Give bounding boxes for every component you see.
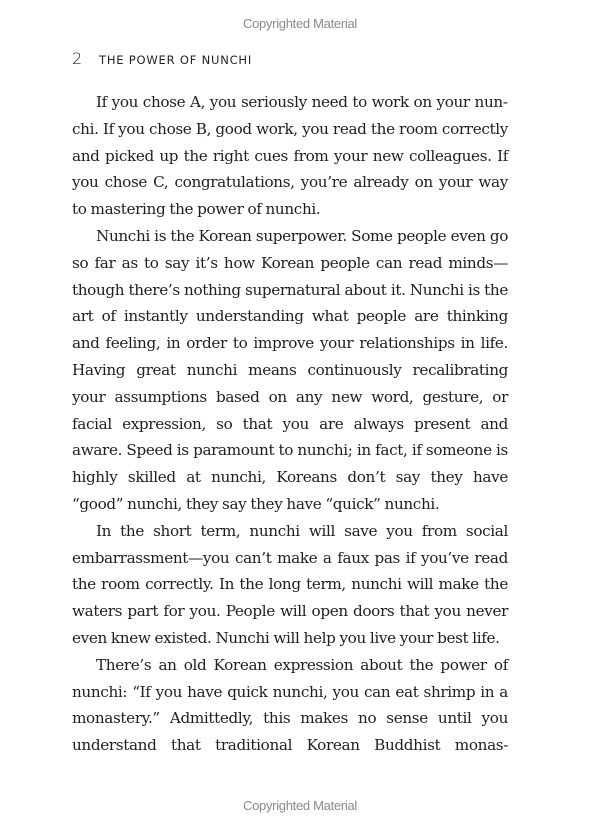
paragraph: In the short term, nunchi will save you from social embarrassment—you can’t make a faux pas if you’ve read the room correctly. In the long term, nunchi will make the waters part for you. People will open doors that you never even knew existed. Nunchi will help you live your best life. bbox=[72, 521, 508, 647]
copyright-watermark-bottom: Copyrighted Material bbox=[243, 798, 357, 813]
paragraph: There’s an old Korean expression about the power of nunchi: “If you have quick nunchi, you can eat shrimp in a monastery.” Admittedly, this makes no sense until you understand that traditional Korean Buddhist monas- bbox=[72, 655, 508, 755]
copyright-watermark-top: Copyrighted Material bbox=[243, 16, 357, 31]
page-number: 2 bbox=[72, 49, 83, 68]
running-title: THE POWER OF NUNCHI bbox=[99, 53, 253, 67]
body-text bbox=[72, 89, 508, 759]
paragraph: Nunchi is the Korean superpower. Some people even go so far as to say it’s how Korean people can read minds— though there’s nothing supernatural about it. Nunchi is the art of instantly understanding what people are thinking and feeling, in order to improve your relationships in life. Having great nunchi means continuously recalibrating your assumptions based on any new word, gesture, or facial expression, so that you are always present and aware. Speed is paramount to nunchi; in fact, if someone is highly skilled at nunchi, Koreans don’t say they have “good” nunchi, they say they have “quick” nunchi. bbox=[72, 226, 508, 513]
paragraph: If you chose A, you seriously need to work on your nunchi. If you chose B, good work, you read the room correctly and picked up the right cues from your new colleagues. If you chose C, congratulations, you’re already on your way to mastering the power of nunchi. bbox=[72, 93, 508, 219]
running-head bbox=[72, 49, 252, 68]
